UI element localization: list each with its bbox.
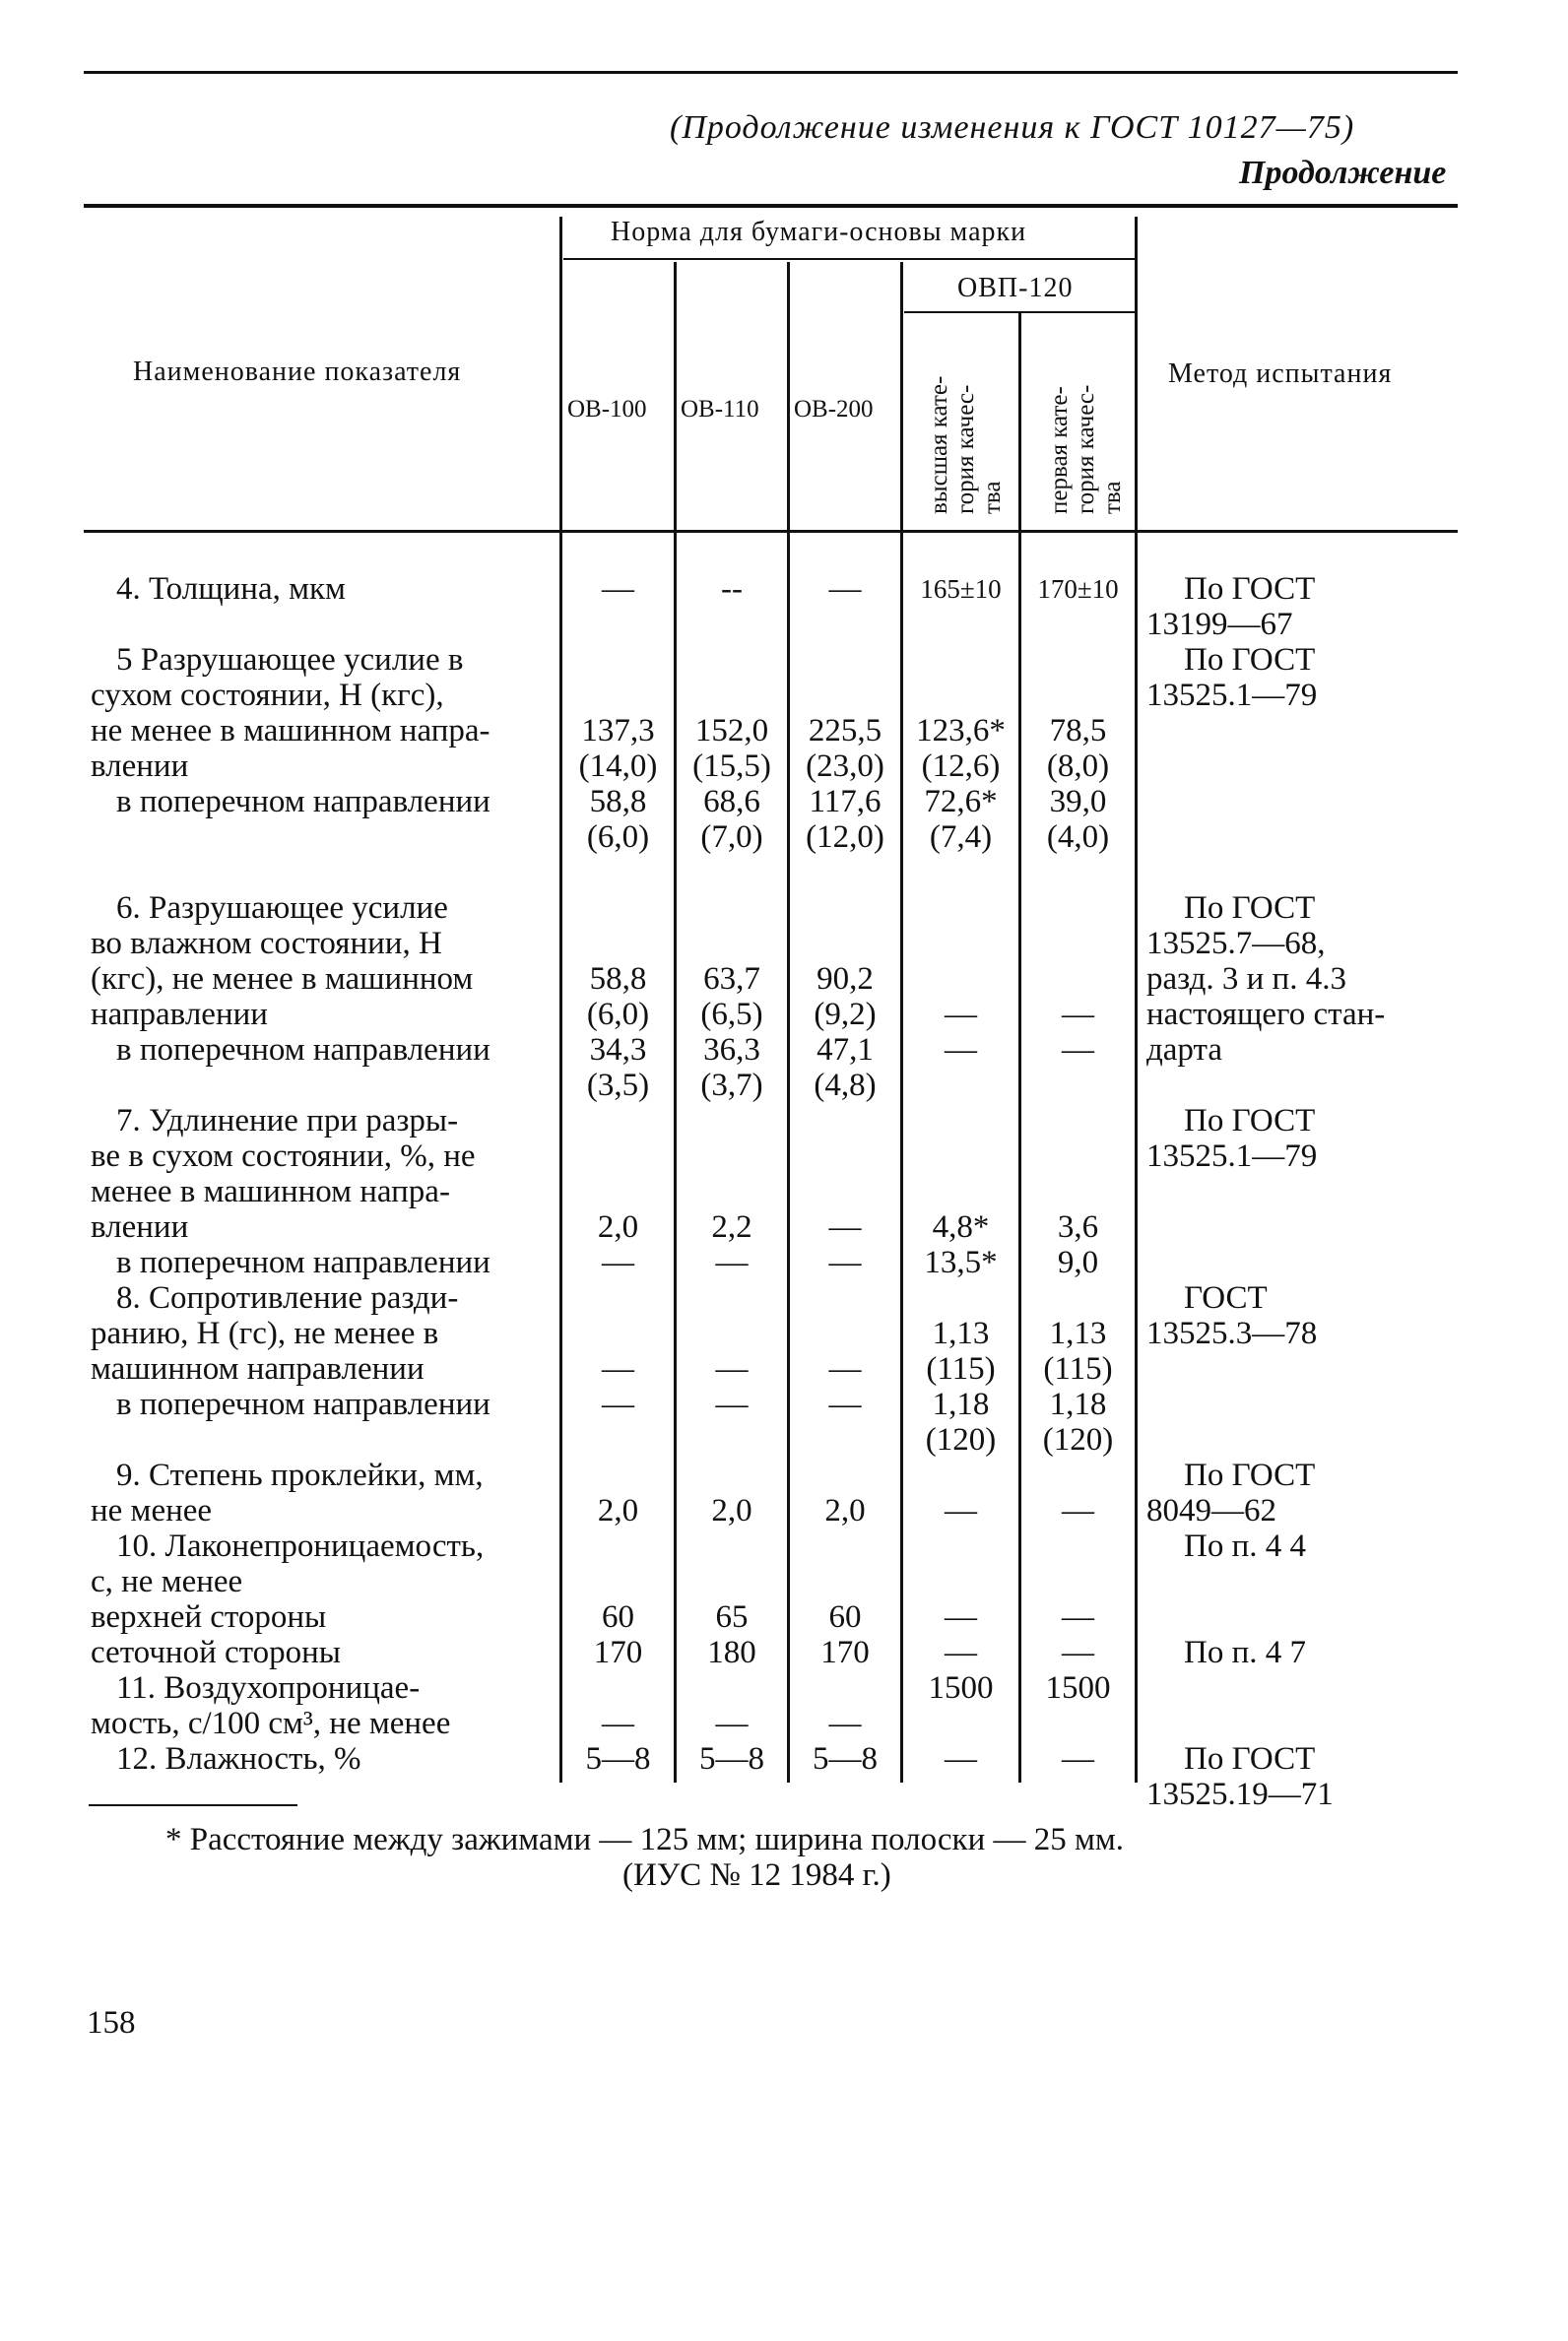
ovp-first-header-line: тва — [1099, 481, 1126, 514]
value-cell — [1021, 1706, 1135, 1741]
value-cell: (7,4) — [929, 819, 993, 855]
value-cell: (6,0) — [586, 819, 650, 855]
value-cell — [903, 642, 1018, 678]
method-line: 13525.7—68, — [1146, 926, 1326, 961]
name-line: 12. Влажность, % — [116, 1741, 361, 1777]
name-line: влении — [91, 1209, 189, 1245]
top-rule — [84, 71, 1458, 74]
value-cell — [677, 855, 787, 890]
value-cell — [1021, 1103, 1135, 1138]
method-line — [1146, 1209, 1462, 1245]
value-cell — [562, 607, 674, 642]
value-cell — [562, 1103, 674, 1138]
name-line: (кгс), не менее в машинном — [91, 961, 474, 997]
value-cell: (8,0) — [1046, 748, 1110, 784]
value-cell — [562, 1280, 674, 1316]
value-cell: 1,18 — [1049, 1387, 1107, 1422]
value-cell — [903, 1280, 1018, 1316]
value-cell — [790, 1564, 900, 1599]
value-cell: (23,0) — [806, 748, 884, 784]
method-line — [1146, 1174, 1462, 1209]
value-cell: 13,5* — [924, 1245, 998, 1280]
name-line: сеточной стороны — [91, 1635, 341, 1670]
value-cell — [903, 1528, 1018, 1564]
value-cell — [562, 1564, 674, 1599]
value-cell — [1021, 1138, 1135, 1174]
method-line: ГОСТ — [1184, 1280, 1268, 1316]
method-line — [1146, 1670, 1462, 1706]
name-line: в поперечном направлении — [116, 1032, 490, 1068]
value-cell: 78,5 — [1049, 713, 1107, 748]
value-cell — [677, 1316, 787, 1351]
value-cell — [903, 607, 1018, 642]
value-cell: (6,0) — [586, 997, 650, 1032]
value-cell: 60 — [828, 1599, 862, 1635]
value-cell: — — [828, 1387, 862, 1422]
value-cell — [790, 607, 900, 642]
ov110-column — [677, 571, 787, 1777]
value-cell: — — [1062, 1032, 1094, 1068]
value-cell — [562, 678, 674, 713]
value-cell — [562, 1670, 674, 1706]
value-cell — [562, 1316, 674, 1351]
name-line — [91, 1068, 559, 1103]
name-line: в поперечном направлении — [116, 784, 490, 819]
method-line: По ГОСТ — [1184, 1103, 1316, 1138]
value-cell: 58,8 — [589, 961, 647, 997]
value-cell: 63,7 — [703, 961, 760, 997]
value-cell: — — [828, 571, 862, 607]
value-cell — [790, 678, 900, 713]
value-cell: 5—8 — [699, 1741, 764, 1777]
value-cell — [1021, 678, 1135, 713]
method-line: По ГОСТ — [1184, 642, 1316, 678]
value-cell — [1021, 961, 1135, 997]
name-line — [91, 819, 559, 855]
method-line — [1146, 1564, 1462, 1599]
value-cell: 65 — [715, 1599, 749, 1635]
value-cell — [1021, 890, 1135, 926]
value-cell — [903, 678, 1018, 713]
value-cell: (115) — [1043, 1351, 1113, 1387]
value-cell: — — [828, 1209, 862, 1245]
value-cell: — — [1062, 1599, 1094, 1635]
value-cell — [903, 855, 1018, 890]
value-cell: 1,18 — [932, 1387, 990, 1422]
value-cell — [790, 890, 900, 926]
value-cell: 2,2 — [711, 1209, 752, 1245]
name-line: во влажном состоянии, Н — [91, 926, 442, 961]
method-line: 13525.1—79 — [1146, 678, 1318, 713]
norm-header: Норма для бумаги-основы марки — [611, 217, 1027, 247]
ovp-first-column — [1021, 571, 1135, 1777]
name-line: направлении — [91, 997, 268, 1032]
name-line — [91, 607, 559, 642]
value-cell: 47,1 — [817, 1032, 874, 1068]
value-cell: 2,0 — [824, 1493, 866, 1528]
value-cell: — — [602, 571, 634, 607]
name-line: ранию, Н (гс), не менее в — [91, 1316, 439, 1351]
method-column — [1146, 571, 1462, 1812]
method-line — [1146, 819, 1462, 855]
method-line — [1146, 1068, 1462, 1103]
method-header: Метод испытания — [1168, 358, 1393, 389]
value-cell — [677, 1528, 787, 1564]
name-line: в поперечном направлении — [116, 1245, 490, 1280]
value-cell — [1021, 1068, 1135, 1103]
method-line: 13525.1—79 — [1146, 1138, 1318, 1174]
value-cell: — — [602, 1351, 634, 1387]
header-bottom-rule — [84, 530, 1458, 533]
value-cell: 137,3 — [581, 713, 655, 748]
value-cell — [677, 1103, 787, 1138]
value-cell: — — [945, 1493, 977, 1528]
value-cell — [677, 678, 787, 713]
value-cell — [677, 1174, 787, 1209]
value-cell — [677, 1422, 787, 1458]
value-cell — [790, 1422, 900, 1458]
value-cell — [790, 1528, 900, 1564]
value-cell: 60 — [602, 1599, 634, 1635]
name-line — [91, 1422, 559, 1458]
value-cell: (4,8) — [814, 1068, 877, 1103]
value-cell: 3,6 — [1057, 1209, 1099, 1245]
method-line: 8049—62 — [1146, 1493, 1276, 1528]
value-cell — [562, 1174, 674, 1209]
value-cell: 90,2 — [817, 961, 874, 997]
method-line: По п. 4 4 — [1184, 1528, 1306, 1564]
value-cell — [677, 1138, 787, 1174]
value-cell — [1021, 1280, 1135, 1316]
ovp-high-column — [903, 571, 1018, 1777]
value-cell — [1021, 855, 1135, 890]
value-cell: (9,2) — [814, 997, 877, 1032]
ov100-column — [562, 571, 674, 1777]
value-cell — [677, 1458, 787, 1493]
page-number: 158 — [87, 2005, 136, 2041]
value-cell: 2,0 — [597, 1209, 639, 1245]
name-line: в поперечном направлении — [116, 1387, 490, 1422]
value-cell: (120) — [925, 1422, 997, 1458]
value-cell: 39,0 — [1049, 784, 1107, 819]
value-cell — [903, 926, 1018, 961]
value-cell — [677, 1670, 787, 1706]
method-line: настоящего стан- — [1146, 997, 1386, 1032]
value-cell: (12,0) — [806, 819, 884, 855]
method-line: По п. 4 7 — [1184, 1635, 1306, 1670]
method-line — [1146, 1351, 1462, 1387]
value-cell: 170±10 — [1037, 574, 1119, 604]
method-line: По ГОСТ — [1184, 571, 1316, 607]
brand-header-ov200: ОВ-200 — [794, 396, 874, 423]
value-cell: 36,3 — [703, 1032, 760, 1068]
value-cell: (14,0) — [578, 748, 658, 784]
value-cell — [1021, 607, 1135, 642]
name-line: 7. Удлинение при разры- — [116, 1103, 459, 1138]
value-cell: — — [602, 1706, 634, 1741]
method-line: 13525.19—71 — [1146, 1777, 1334, 1812]
value-cell — [562, 1458, 674, 1493]
value-cell: — — [945, 1599, 977, 1635]
value-cell: 5—8 — [813, 1741, 878, 1777]
value-cell — [562, 855, 674, 890]
name-line: влении — [91, 748, 189, 784]
brand-header-ov110: ОВ-110 — [681, 396, 759, 423]
value-cell — [1021, 642, 1135, 678]
value-cell — [677, 642, 787, 678]
value-cell: — — [715, 1245, 749, 1280]
table-top-rule — [84, 204, 1458, 208]
value-cell: 180 — [707, 1635, 756, 1670]
value-cell — [562, 642, 674, 678]
ovp-high-header-line: тва — [979, 481, 1006, 514]
method-line — [1146, 1245, 1462, 1280]
value-cell: 5—8 — [585, 1741, 651, 1777]
value-cell: (12,6) — [921, 748, 1001, 784]
value-cell: — — [1062, 997, 1094, 1032]
value-cell — [677, 890, 787, 926]
method-line — [1146, 784, 1462, 819]
value-cell: 170 — [593, 1635, 643, 1670]
value-cell: — — [1062, 1741, 1094, 1777]
value-cell: (3,5) — [586, 1068, 650, 1103]
value-cell — [1021, 1564, 1135, 1599]
name-line: 11. Воздухопроницае- — [116, 1670, 421, 1706]
value-cell — [1021, 926, 1135, 961]
name-line: мость, с/100 см³, не менее — [91, 1706, 451, 1741]
method-line: По ГОСТ — [1184, 890, 1316, 926]
method-line: По ГОСТ — [1184, 1458, 1316, 1493]
value-cell: 1,13 — [932, 1316, 990, 1351]
name-line: 10. Лаконепроницаемость, — [116, 1528, 485, 1564]
value-cell: 4,8* — [932, 1209, 990, 1245]
value-cell: — — [715, 1351, 749, 1387]
value-cell: — — [715, 1706, 749, 1741]
value-cell: (3,7) — [700, 1068, 763, 1103]
value-cell — [790, 1458, 900, 1493]
footnote-rule — [89, 1804, 297, 1806]
value-cell: 225,5 — [808, 713, 882, 748]
name-line: 5 Разрушающее усилие в — [116, 642, 464, 678]
value-cell — [790, 855, 900, 890]
value-cell — [562, 890, 674, 926]
value-cell: 72,6* — [924, 784, 998, 819]
value-cell: 2,0 — [711, 1493, 752, 1528]
value-cell — [790, 642, 900, 678]
value-cell — [903, 1564, 1018, 1599]
value-cell: 165±10 — [920, 574, 1002, 604]
value-cell — [903, 1706, 1018, 1741]
value-cell: 170 — [820, 1635, 870, 1670]
value-cell — [790, 1174, 900, 1209]
value-cell: — — [828, 1706, 862, 1741]
value-cell — [903, 1103, 1018, 1138]
ovp-first-header-line: гория качес- — [1073, 384, 1099, 514]
value-cell — [790, 1138, 900, 1174]
ovp-high-header-line: высшая кате- — [926, 375, 952, 514]
ov200-column — [790, 571, 900, 1777]
value-cell: 123,6* — [916, 713, 1006, 748]
vline-method — [1135, 217, 1138, 1783]
method-line — [1146, 1387, 1462, 1422]
value-cell — [790, 1316, 900, 1351]
value-cell: — — [945, 1741, 977, 1777]
value-cell — [677, 1564, 787, 1599]
continuation-line: (Продолжение изменения к ГОСТ 10127—75) — [670, 109, 1355, 146]
ovp-header: ОВП-120 — [957, 273, 1074, 303]
value-cell — [1021, 1528, 1135, 1564]
value-cell — [903, 1174, 1018, 1209]
value-cell: — — [602, 1387, 634, 1422]
method-line: дарта — [1146, 1032, 1222, 1068]
value-cell: 1500 — [1045, 1670, 1111, 1706]
value-cell — [903, 961, 1018, 997]
value-cell: 68,6 — [703, 784, 760, 819]
method-line — [1146, 748, 1462, 784]
value-cell: — — [1062, 1635, 1094, 1670]
footnote-source: (ИУС № 12 1984 г.) — [622, 1857, 891, 1893]
name-line: 9. Степень проклейки, мм, — [116, 1458, 484, 1493]
value-cell — [677, 1280, 787, 1316]
value-cell: 34,3 — [589, 1032, 647, 1068]
value-cell: 1,13 — [1049, 1316, 1107, 1351]
method-line — [1146, 713, 1462, 748]
value-cell — [903, 1068, 1018, 1103]
method-line — [1146, 1706, 1462, 1741]
value-cell — [790, 1280, 900, 1316]
norm-header-rule — [563, 258, 1135, 260]
value-cell: -- — [721, 571, 743, 607]
value-cell — [562, 1528, 674, 1564]
value-cell: — — [945, 1032, 977, 1068]
value-cell: — — [1062, 1493, 1094, 1528]
value-cell — [562, 926, 674, 961]
value-cell: (115) — [926, 1351, 996, 1387]
value-cell: — — [828, 1245, 862, 1280]
value-cell — [562, 1138, 674, 1174]
value-cell: — — [945, 1635, 977, 1670]
name-line: не менее — [91, 1493, 213, 1528]
col-name-header: Наименование показателя — [133, 357, 462, 387]
ovp-high-header-line: гория качес- — [952, 384, 979, 514]
value-cell: — — [945, 997, 977, 1032]
value-cell — [1021, 1174, 1135, 1209]
method-line: разд. 3 и п. 4.3 — [1146, 961, 1346, 997]
value-cell: 2,0 — [597, 1493, 639, 1528]
continuation-word: Продолжение — [1239, 155, 1447, 191]
name-column — [91, 571, 559, 1777]
value-cell: — — [602, 1245, 634, 1280]
name-line: 6. Разрушающее усилие — [116, 890, 448, 926]
method-line — [1146, 855, 1462, 890]
value-cell — [790, 1103, 900, 1138]
value-cell: (7,0) — [700, 819, 763, 855]
name-line: 8. Сопротивление разди- — [116, 1280, 459, 1316]
value-cell: — — [715, 1387, 749, 1422]
value-cell: — — [828, 1351, 862, 1387]
value-cell: 152,0 — [694, 713, 769, 748]
ovp-first-header-line: первая кате- — [1046, 386, 1073, 514]
value-cell — [677, 607, 787, 642]
value-cell: (4,0) — [1046, 819, 1110, 855]
brand-header-ov100: ОВ-100 — [567, 396, 647, 423]
method-line — [1146, 1599, 1462, 1635]
value-cell — [1021, 1458, 1135, 1493]
value-cell — [562, 1422, 674, 1458]
method-line — [1146, 1422, 1462, 1458]
name-line: верхней стороны — [91, 1599, 327, 1635]
value-cell — [677, 926, 787, 961]
value-cell — [903, 890, 1018, 926]
name-line: менее в машинном напра- — [91, 1174, 450, 1209]
name-line: 4. Толщина, мкм — [116, 571, 346, 607]
method-line: По ГОСТ — [1184, 1741, 1316, 1777]
method-line: 13199—67 — [1146, 607, 1293, 642]
value-cell: 58,8 — [589, 784, 647, 819]
method-line: 13525.3—78 — [1146, 1316, 1318, 1351]
value-cell — [790, 926, 900, 961]
value-cell: (15,5) — [692, 748, 771, 784]
value-cell — [903, 1138, 1018, 1174]
name-line: сухом состоянии, Н (кгс), — [91, 678, 444, 713]
footnote-text: * Расстояние между зажимами — 125 мм; ширина полоски — 25 мм. — [165, 1822, 1125, 1857]
value-cell — [790, 1670, 900, 1706]
name-line: с, не менее — [91, 1564, 243, 1599]
value-cell: 1500 — [928, 1670, 994, 1706]
name-line: не менее в машинном напра- — [91, 713, 490, 748]
name-line: машинном направлении — [91, 1351, 425, 1387]
value-cell: (120) — [1042, 1422, 1114, 1458]
value-cell: 117,6 — [809, 784, 882, 819]
name-line — [91, 855, 559, 890]
name-line: ве в сухом состоянии, %, не — [91, 1138, 476, 1174]
value-cell — [903, 1458, 1018, 1493]
value-cell: (6,5) — [700, 997, 763, 1032]
value-cell: 9,0 — [1057, 1245, 1099, 1280]
